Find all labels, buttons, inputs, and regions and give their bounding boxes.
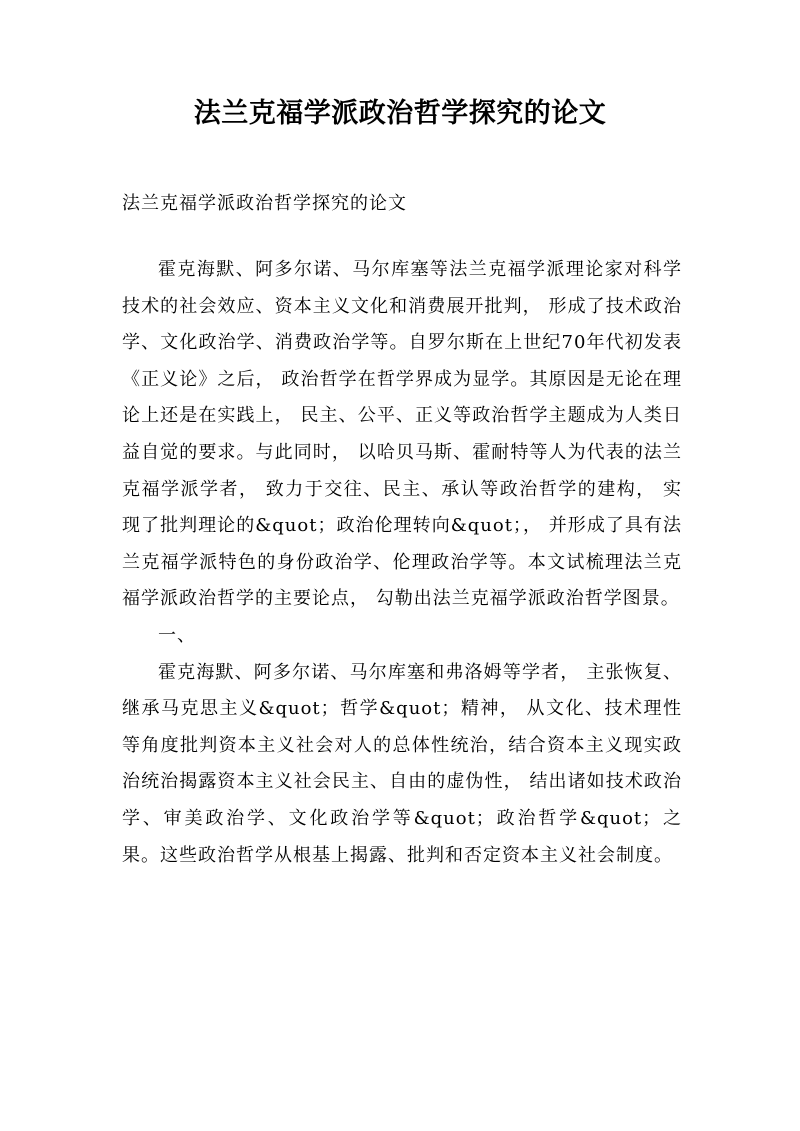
paragraph-intro: 霍克海默、阿多尔诺、马尔库塞等法兰克福学派理论家对科学技术的社会效应、资本主义文化和消费展开批判， 形成了技术政治学、文化政治学、消费政治学等。自罗尔斯在上世纪70年代初发表《正义论》之后， 政治哲学在哲学界成为显学。其原因是无论在理论上还是在实践上， 民主、公平、正义等政治哲学主题成为人类日益自觉的要求。与此同时， 以哈贝马斯、霍耐特等人为代表的法兰克福学派学者， 致力于交往、民主、承认等政治哲学的建构， 实现了批判理论的&quot；政治伦理转向&quot；， 并形成了具有法兰克福学派特色的身份政治学、伦理政治学等。本文试梳理法兰克福学派政治哲学的主要论点， 勾勒出法兰克福学派政治哲学图景。 [122,259,682,610]
document-title: 法兰克福学派政治哲学探究的论文 [193,98,607,129]
section-heading-one: 一、 [158,624,196,646]
document-body [122,252,682,874]
paragraph-section-one: 霍克海默、阿多尔诺、马尔库塞和弗洛姆等学者， 主张恢复、继承马克思主义&quot；哲学&quot；精神， 从文化、技术理性等角度批判资本主义社会对人的总体性统治，结合资本主义现实政治统治揭露资本主义社会民主、自由的虚伪性， 结出诸如技术政治学、审美政治学、文化政治学等&quot；政治哲学&quot；之果。这些政治哲学从根基上揭露、批判和否定资本主义社会制度。 [122,661,682,866]
document-subtitle: 法兰克福学派政治哲学探究的论文 [122,193,407,214]
